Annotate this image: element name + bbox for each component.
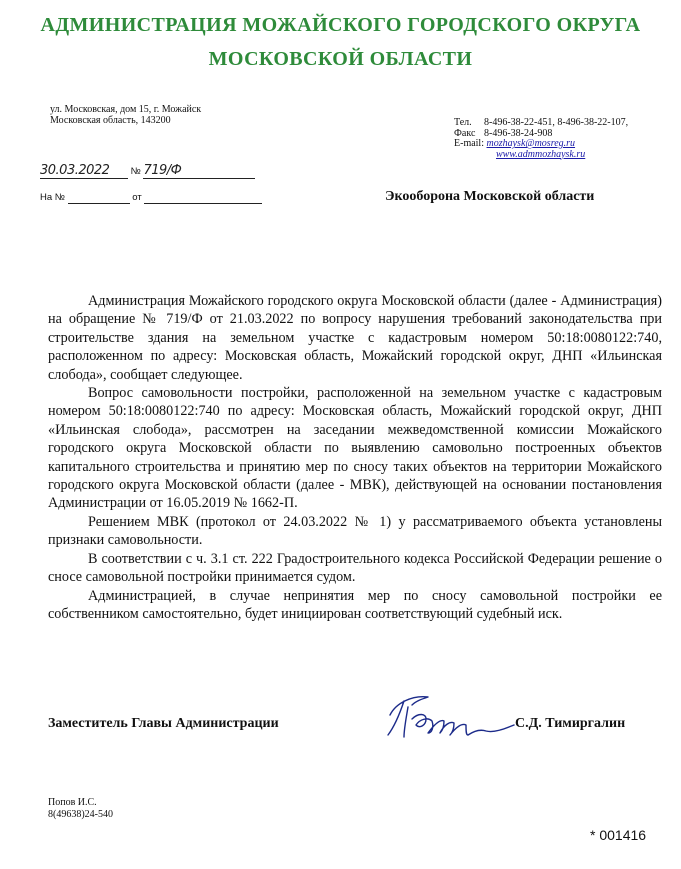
reply-from-date-field <box>144 192 262 204</box>
body-paragraph: Вопрос самовольности постройки, расположенной на земельном участке с кадастровым номером 50:18:0080122:740 по адресу: Московская область, Можайский городской округ, ДНП «Ильинская слобода», рассмотрен на заседании межведомственной комиссии Можайского городского округа Московской области по выявлению самовольно построенных объектов капитального строительства и принятию мер по сносу таких объектов на территории Можайского городского округа Московской области (далее - МВК), действующей на основании постановления Администрации от 16.05.2019 № 1662-П. <box>48 385 662 512</box>
signatory-name: С.Д. Тимиргалин <box>515 716 626 731</box>
reply-to-line <box>40 192 262 204</box>
signature-stroke <box>388 697 514 737</box>
registration-date-field <box>40 163 128 179</box>
handwritten-signature <box>382 685 522 745</box>
fax-value: 8-496-38-24-908 <box>484 127 553 139</box>
signatory-role: Заместитель Главы Администрации <box>48 716 279 731</box>
executor-phone: 8(49638)24-540 <box>48 809 113 820</box>
body-paragraph: В соответствии с ч. 3.1 ст. 222 Градостроительного кодекса Российской Федерации решение о сносе самовольной постройки принимается судом. <box>48 550 662 586</box>
registration-date: 30.03.2022 <box>40 163 110 178</box>
reply-to-number-field <box>68 192 130 204</box>
registration-line <box>40 163 255 179</box>
tel-label: Тел. <box>454 117 472 128</box>
registration-no-label: № <box>130 166 141 177</box>
reply-to-label: На № <box>40 192 65 203</box>
executor-block <box>48 797 113 821</box>
fax-label: Факс <box>454 127 476 139</box>
executor-name: Попов И.С. <box>48 797 97 808</box>
letter-body <box>48 292 662 623</box>
serial-number: * 001416 <box>590 827 647 843</box>
registration-number: 719/Ф <box>143 163 182 178</box>
body-paragraph: Администрацией, в случае непринятия мер по сносу самовольной постройки ее собственником самостоятельно, будет инициирован соответствующий судебный иск. <box>48 587 662 622</box>
recipient: Экооборона Московской области <box>385 189 595 204</box>
body-paragraph: Администрация Можайского городского округа Московской области (далее - Администрация) на обращение № 719/Ф от 21.03.2022 по вопросу нарушения требований законодательства при строительстве здания на земельном участке с кадастровым номером 50:18:0080122:740, расположенном по адресу: Московская область, Можайский городской округ, ДНП «Ильинская слобода», сообщает следующее. <box>48 293 662 383</box>
website-link[interactable]: www.admmozhaysk.ru <box>496 148 586 160</box>
contact-block <box>454 118 628 160</box>
header-line-2: МОСКОВСКОЙ ОБЛАСТИ <box>208 48 473 70</box>
address-line-1: ул. Московская, дом 15, г. Можайск <box>50 104 202 115</box>
email-link[interactable]: mozhaysk@mosreg.ru <box>486 138 576 149</box>
tel-value: 8-496-38-22-451, 8-496-38-22-107, <box>484 117 629 128</box>
body-paragraph: Решением МВК (протокол от 24.03.2022 № 1) у рассматриваемого объекта установлены признаки самовольности. <box>48 513 662 549</box>
sender-address <box>50 104 201 126</box>
registration-number-field <box>143 163 255 179</box>
address-line-2: Московская область, 143200 <box>50 115 171 126</box>
header-line-1: АДМИНИСТРАЦИЯ МОЖАЙСКОГО ГОРОДСКОГО ОКРУГА <box>40 14 641 36</box>
email-label: E-mail: <box>454 138 484 149</box>
reply-from-label: от <box>132 192 142 203</box>
